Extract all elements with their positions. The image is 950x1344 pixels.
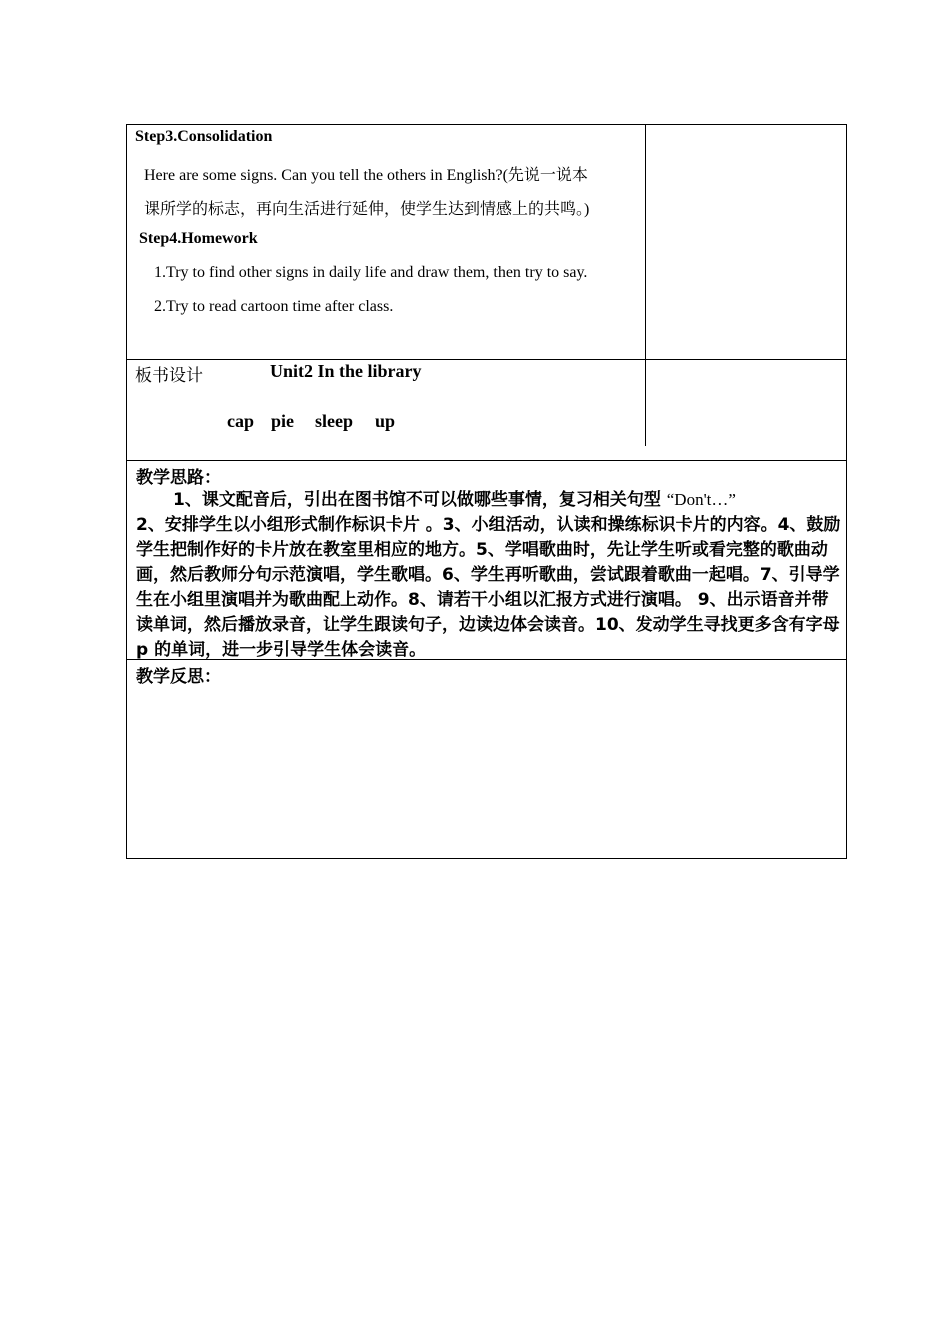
column-divider: [645, 360, 646, 446]
step4-title: Step4.Homework: [139, 230, 258, 247]
word-cap: cap: [227, 411, 254, 431]
word-pie: pie: [271, 411, 295, 431]
step4-item2: 2.Try to read cartoon time after class.: [154, 298, 394, 315]
column-divider: [645, 125, 646, 360]
teaching-reflection-heading: 教学反思：: [136, 667, 221, 687]
step3-text-line1: Here are some signs. Can you tell the others in English?(先说一说本: [144, 167, 588, 184]
step4-item1: 1.Try to find other signs in daily life and draw them, then try to say.: [154, 264, 588, 281]
teaching-ideas-heading: 教学思路：: [136, 468, 221, 488]
lesson-plan-table: [126, 124, 847, 859]
teaching-ideas-text: [136, 487, 842, 663]
reflection-row: [127, 660, 846, 858]
board-design-row: [127, 360, 846, 461]
teaching-ideas-row: [127, 461, 846, 660]
phonics-words: [227, 411, 395, 432]
word-sleep: sleep: [315, 411, 353, 431]
board-design-label: 板书设计: [135, 366, 203, 386]
teaching-ideas-first-line: 1、课文配音后，引出在图书馆不可以做哪些事情，复习相关句型 “Don't…”: [173, 490, 736, 510]
board-design-title: Unit2 In the library: [270, 361, 422, 381]
word-up: up: [375, 411, 396, 431]
step3-text-line2: 课所学的标志，再向生活进行延伸，使学生达到情感上的共鸣。): [144, 201, 590, 218]
teaching-ideas-body: 2、安排学生以小组形式制作标识卡片 。3、小组活动，认读和操练标识卡片的内容。4、鼓励学生把制作好的卡片放在教室里相应的地方。5、学唱歌曲时，先让学生听或看完整的歌曲动画，然后教师分句示范演唱，学生歌唱。6、学生再听歌曲，尝试跟着歌曲一起唱。7、引导学生在小组里演唱并为歌曲配上动作。8、请若干小组以汇报方式进行演唱。 9、出示语音并带读单词，然后播放录音，让学生跟读句子，边读边体会读音。10、发动学生寻找更多含有字母 p 的单词，进一步引导学生体会读音。: [136, 515, 841, 660]
step3-title: Step3.Consolidation: [135, 128, 273, 145]
sentence-pattern-quote: “Don't…”: [666, 490, 736, 509]
steps-row: [127, 125, 846, 360]
